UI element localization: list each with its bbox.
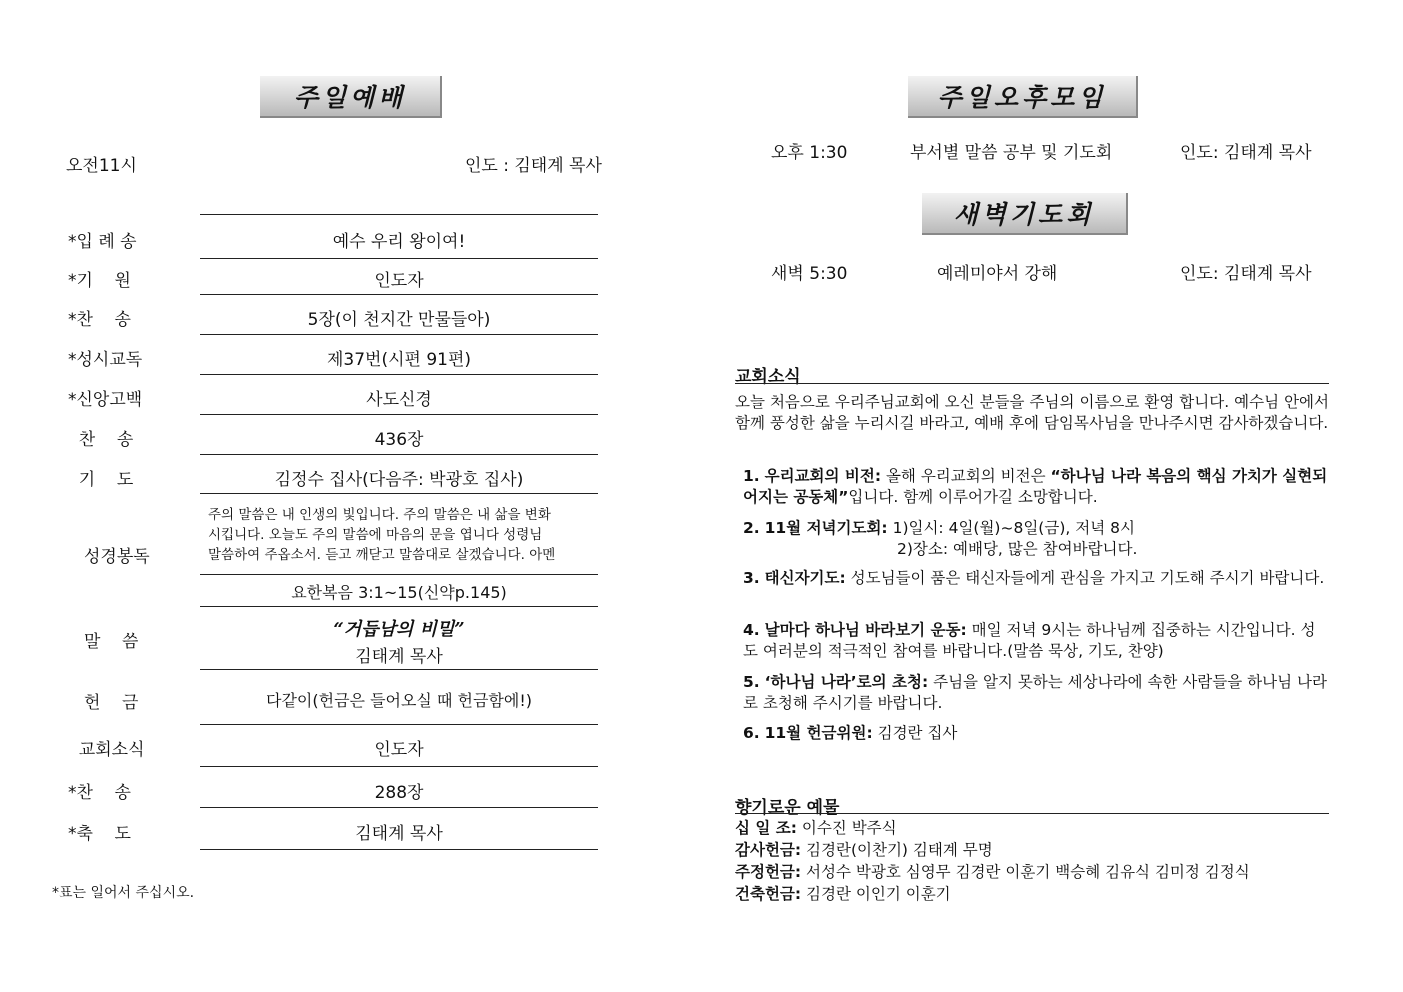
order-label: 교회소식 — [68, 740, 145, 760]
table-rule — [200, 258, 598, 259]
offerings-rule — [735, 813, 1329, 814]
item-text: 매일 저녁 9시는 하나님께 집중하는 시간입니다. 성도 여러분의 적극적인 참여를 바랍니다.(말씀 묵상, 기도, 찬양) — [743, 621, 1316, 660]
table-rule — [200, 606, 598, 607]
order-label: *찬 송 — [68, 783, 131, 803]
order-value: 사도신경 — [366, 390, 432, 410]
order-value: 김태계 목사 — [355, 824, 443, 844]
order-label: *축 도 — [68, 824, 131, 844]
news-item-3 — [743, 568, 1329, 589]
offerings-title: 향기로운 예물 — [735, 798, 840, 818]
order-label: 찬 송 — [68, 430, 134, 450]
worship-title: 주일예배 — [293, 83, 407, 112]
order-value: 5장(이 천지간 만물들아) — [307, 310, 491, 330]
order-label: *기 원 — [68, 271, 131, 291]
item-line: 1)일시: 4일(월)~8일(금), 저녁 8시 — [892, 519, 1135, 537]
item-number: 4. — [743, 621, 760, 639]
item-number: 6. — [743, 724, 760, 742]
offering-row — [735, 840, 993, 861]
item-number: 3. — [743, 569, 760, 587]
item-head: 11월 저녁기도회: — [764, 519, 888, 537]
item-head: ‘하나님 나라’로의 초청: — [764, 673, 929, 691]
dawn-content: 예레미야서 강해 — [937, 264, 1058, 284]
offering-row-label: 건축헌금: — [735, 885, 802, 903]
table-rule — [200, 414, 598, 415]
order-value: 인도자 — [374, 740, 424, 760]
offering-row-names: 이수진 박주식 — [801, 819, 897, 837]
news-item-2 — [743, 518, 1329, 539]
item-text: 성도님들이 품은 태신자들에게 관심을 가지고 기도해 주시기 바랍니다. — [850, 569, 1325, 587]
afternoon-title: 주일오후모임 — [937, 83, 1107, 112]
order-label: 기 도 — [68, 470, 134, 490]
order-label: *신앙고백 — [68, 390, 143, 410]
sermon-label: 말 씀 — [84, 632, 139, 652]
offering-row — [735, 818, 897, 839]
table-rule — [200, 574, 598, 575]
order-value: 288장 — [374, 783, 424, 803]
item-text: 올해 우리교회의 비전은 — [881, 467, 1051, 485]
item-head: 우리교회의 비전: — [764, 467, 882, 485]
offering-row — [735, 862, 1250, 883]
footnote: *표는 일어서 주십시오. — [52, 885, 195, 901]
reading-prayer-line: 시킵니다. 오늘도 주의 말씀에 마음의 문을 엽니다 성령님 — [208, 527, 543, 543]
news-item-5 — [743, 672, 1329, 714]
news-item-1 — [743, 466, 1329, 508]
sermon-title: “거듭남의 비밀” — [333, 619, 465, 640]
item-head: 날마다 하나님 바라보기 운동: — [764, 621, 967, 639]
item-text: 주님을 알지 못하는 세상나라에 속한 사람들을 하나님 나라로 초청해 주시기를 바랍니다. — [743, 673, 1327, 712]
table-rule — [200, 493, 598, 494]
order-value: 김정수 집사(다음주: 박광호 집사) — [274, 470, 524, 490]
news-item-2-line2: 2)장소: 예배당, 많은 참여바랍니다. — [897, 540, 1138, 558]
reading-label: 성경봉독 — [84, 547, 150, 567]
table-rule — [200, 334, 598, 335]
table-rule — [200, 807, 598, 808]
news-item-4 — [743, 620, 1329, 662]
dawn-title: 새벽기도회 — [953, 200, 1095, 229]
news-item-6 — [743, 723, 1329, 744]
item-bold: “하나님 나라 복음의 핵심 가치가 실현되어지는 공동체” — [743, 467, 1328, 506]
table-rule — [200, 374, 598, 375]
item-number: 2. — [743, 519, 760, 537]
news-intro: 오늘 처음으로 우리주님교회에 오신 분들을 주님의 이름으로 환영 합니다. 예수님 안에서 함께 풍성한 삶을 누리시길 바라고, 예배 후에 담임목사님을 만나주시면 감사하겠습니다. — [735, 393, 1329, 432]
order-label: *찬 송 — [68, 310, 131, 330]
worship-title-banner — [260, 76, 442, 118]
table-rule — [200, 214, 598, 215]
news-title: 교회소식 — [735, 367, 801, 387]
order-label: *입 례 송 — [68, 232, 137, 252]
item-head: 11월 헌금위원: — [764, 724, 873, 742]
afternoon-time: 오후 1:30 — [771, 143, 848, 163]
item-number: 5. — [743, 673, 760, 691]
order-value: 인도자 — [374, 271, 424, 291]
table-rule — [200, 724, 598, 725]
offering-value: 다같이(헌금은 들어오실 때 헌금함에!) — [266, 691, 532, 710]
item-text: 김경란 집사 — [877, 724, 958, 742]
dawn-leader: 인도: 김태계 목사 — [1180, 264, 1312, 284]
offering-row — [735, 884, 951, 905]
reading-prayer-line: 주의 말씀은 내 인생의 빛입니다. 주의 말씀은 내 삶을 변화 — [208, 507, 551, 523]
reading-passage: 요한복음 3:1~15(신약p.145) — [291, 583, 507, 602]
table-rule — [200, 766, 598, 767]
worship-leader: 인도 : 김태계 목사 — [465, 156, 602, 176]
item-number: 1. — [743, 467, 760, 485]
dawn-title-banner — [922, 193, 1128, 235]
offering-row-label: 십 일 조: — [735, 819, 797, 837]
offering-row-label: 주정헌금: — [735, 863, 802, 881]
offering-row-label: 감사헌금: — [735, 841, 802, 859]
order-label: *성시교독 — [68, 350, 143, 370]
reading-prayer-line: 말씀하여 주옵소서. 듣고 깨닫고 말씀대로 살겠습니다. 아멘 — [208, 547, 556, 563]
table-rule — [200, 669, 598, 670]
table-rule — [200, 849, 598, 850]
order-value: 제37번(시편 91편) — [326, 350, 472, 370]
news-rule — [735, 383, 1329, 384]
worship-time: 오전11시 — [66, 156, 137, 176]
sermon-preacher: 김태계 목사 — [355, 647, 443, 667]
reading-prayer — [208, 505, 590, 565]
offering-row-names: 김경란 이인기 이훈기 — [806, 885, 951, 903]
table-rule — [200, 454, 598, 455]
afternoon-content: 부서별 말씀 공부 및 기도회 — [910, 143, 1113, 163]
offering-label: 헌 금 — [84, 693, 139, 713]
offering-row-names: 김경란(이찬기) 김태계 무명 — [806, 841, 993, 859]
item-head: 태신자기도: — [764, 569, 846, 587]
item-text: 입니다. 함께 이루어가길 소망합니다. — [848, 488, 1098, 506]
afternoon-title-banner — [908, 76, 1138, 118]
afternoon-leader: 인도: 김태계 목사 — [1180, 143, 1312, 163]
order-value: 예수 우리 왕이여! — [332, 232, 466, 252]
dawn-time: 새벽 5:30 — [771, 264, 848, 284]
offering-row-names: 서성수 박광호 심영무 김경란 이훈기 백승혜 김유식 김미정 김정식 — [806, 863, 1250, 881]
table-rule — [200, 294, 598, 295]
order-value: 436장 — [374, 430, 424, 450]
